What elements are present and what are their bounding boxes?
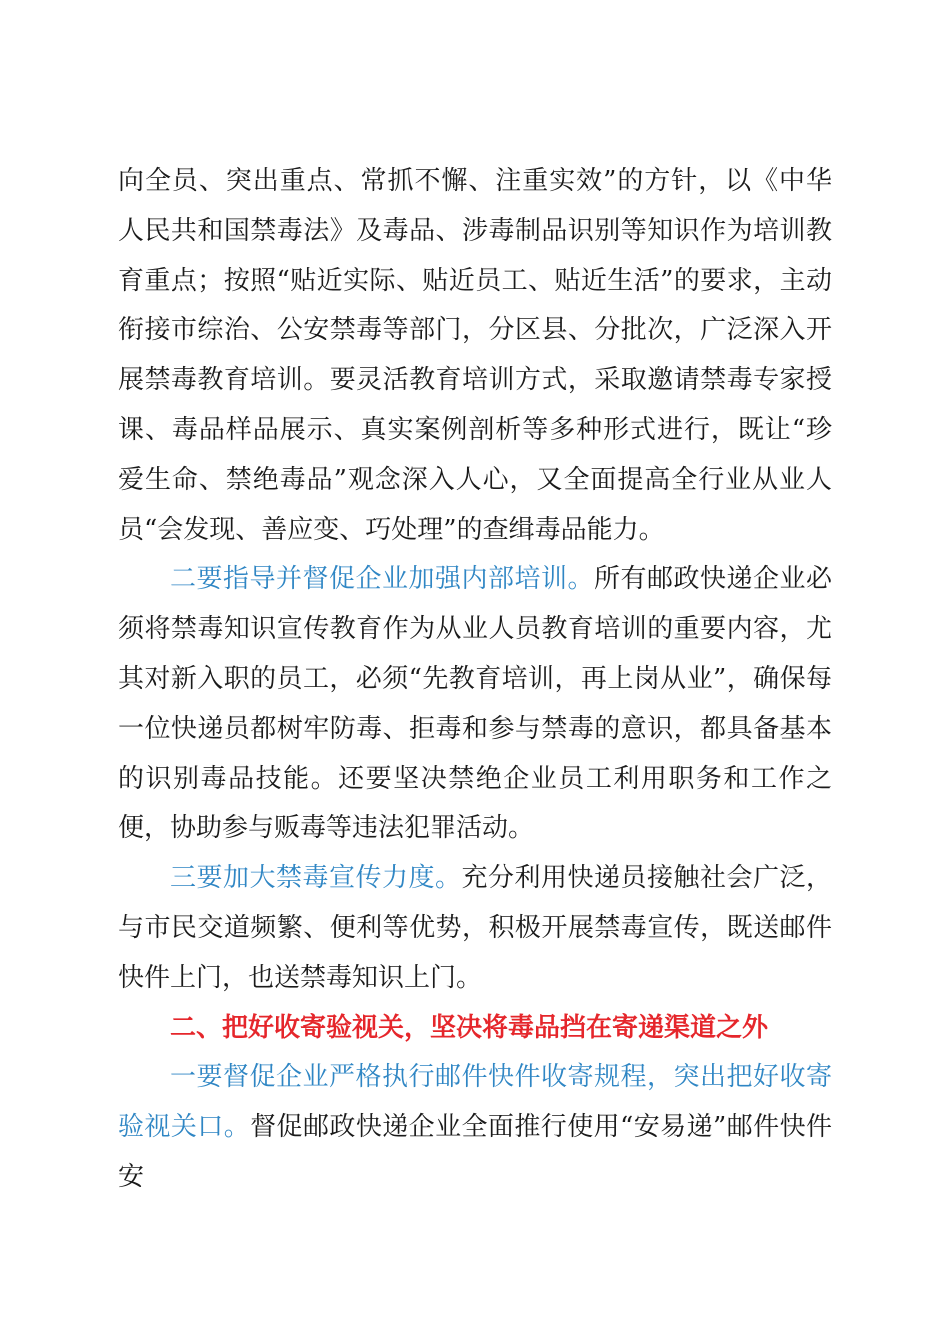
section-heading: 二、把好收寄验视关，坚决将毒品挡在寄递渠道之外 xyxy=(170,1012,769,1043)
paragraph-text: 向全员、突出重点、常抓不懈、注重实效”的方针，以《中华人民共和国禁毒法》及毒品、涉毒制品识别等知识作为培训教育重点；按照“贴近实际、贴近员工、贴近生活”的要求，主动衔接市综治、公安禁毒等部门，分区县、分批次，广泛深入开展禁毒教育培训。要灵活教育培训方式，采取邀请禁毒专家授课、毒品样品展示、真实案例剖析等多种形式进行，既让“珍爱生命、禁绝毒品”观念深入人心，又全面提高全行业从业人员“会发现、善应变、巧处理”的查缉毒品能力。 xyxy=(118,166,832,545)
paragraph-lead: 二要指导并督促企业加强内部培训。 xyxy=(170,564,594,595)
document-page xyxy=(118,157,832,1203)
paragraph-text: 充分利用快递员接触社会广泛，与市民交道频繁、便利等优势，积极开展禁毒宣传，既送邮件快件上门，也送禁毒知识上门。 xyxy=(118,863,832,993)
paragraph-lead: 一要督促企业严格执行邮件快件收寄规程，突出把好收寄验视关口。 xyxy=(118,1062,832,1143)
paragraph-text: 所有邮政快递企业必须将禁毒知识宣传教育作为从业人员教育培训的重要内容，尤其对新入职的员工，必须“先教育培训，再上岗从业”，确保每一位快递员都树牢防毒、拒毒和参与禁毒的意识，都具备基本的识别毒品技能。还要坚决禁绝企业员工利用职务和工作之便，协助参与贩毒等违法犯罪活动。 xyxy=(118,564,832,844)
paragraph-lead: 三要加大禁毒宣传力度。 xyxy=(170,863,462,894)
paragraph-publicity xyxy=(118,854,832,1003)
paragraph-inspection xyxy=(118,1053,832,1202)
paragraph-training-policy xyxy=(118,157,832,555)
paragraph-text: 督促邮政快递企业全面推行使用“安易递”邮件快件安 xyxy=(118,1112,832,1192)
paragraph-internal-training xyxy=(118,555,832,854)
